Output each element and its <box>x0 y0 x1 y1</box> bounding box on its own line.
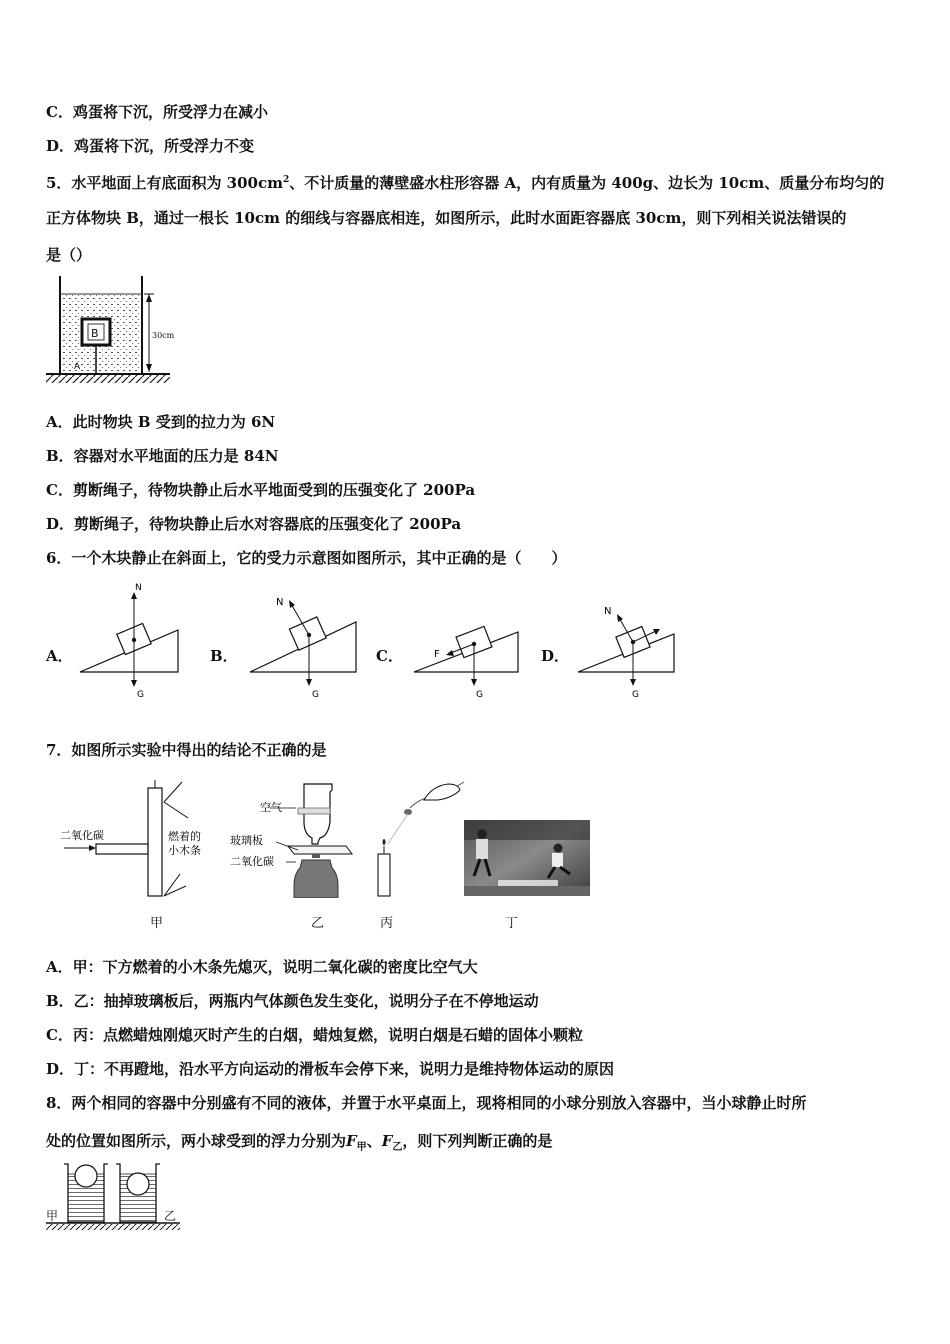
q8-stem-line2 <box>46 1131 552 1158</box>
q6c-label-f: F <box>434 649 440 660</box>
q5-fig-label-b: B <box>91 327 99 340</box>
q7-caption-yi: 乙 <box>311 916 325 931</box>
q6-stem: 6．一个木块静止在斜面上，它的受力示意图如图所示，其中正确的是（ ） <box>46 549 567 567</box>
q6b-label-n: N <box>276 597 284 608</box>
q8-f-yi: F <box>381 1132 393 1150</box>
q7-option-d: D．丁：不再蹬地，沿水平方向运动的滑板车会停下来，说明力是维持物体运动的原因 <box>46 1060 615 1078</box>
q5-option-b: B．容器对水平地面的压力是 84N <box>46 447 279 465</box>
q6-letter-b: B． <box>210 647 238 665</box>
q8-f-jia: F <box>346 1132 357 1150</box>
q5-option-d: D．剪断绳子，待物块静止后水对容器底的压强变化了 200Pa <box>46 515 462 533</box>
q7-figure-bing <box>368 778 468 898</box>
q7-yi-glass-label: 玻璃板 <box>230 834 263 847</box>
q6a-label-g: G <box>137 690 144 700</box>
q6a-label-n: N <box>135 583 142 593</box>
q7-jia-stick-label2: 小木条 <box>168 844 201 857</box>
q8-containers-figure <box>44 1160 184 1232</box>
q7-caption-bing: 丙 <box>380 916 394 931</box>
q6d-label-g: G <box>632 690 639 700</box>
q5-container-figure <box>44 272 184 386</box>
q8-caption-jia: 甲 <box>46 1209 59 1223</box>
q8-sub-jia: 甲 <box>356 1142 367 1153</box>
q6-diagram-d <box>576 580 680 700</box>
q6b-label-g: G <box>312 690 319 700</box>
q8-stem-line2-a: 处的位置如图所示，两小球受到的浮力分别为 <box>46 1132 347 1150</box>
q8-separator: 、 <box>366 1132 382 1150</box>
q5-fig-label-height: 30cm <box>152 331 175 340</box>
q5-superscript: 2 <box>282 175 290 185</box>
q6-letter-c: C． <box>376 647 403 665</box>
q8-caption-yi: 乙 <box>164 1209 177 1223</box>
q6-diagram-a <box>78 580 182 700</box>
q7-jia-co2-label: 二氧化碳 <box>60 829 104 842</box>
q6c-label-g: G <box>476 690 483 700</box>
q7-stem: 7．如图所示实验中得出的结论不正确的是 <box>46 741 327 759</box>
q7-option-b: B．乙：抽掉玻璃板后，两瓶内气体颜色发生变化，说明分子在不停地运动 <box>46 992 539 1010</box>
q6-diagram-c <box>412 580 522 700</box>
q4-option-c: C．鸡蛋将下沉，所受浮力在减小 <box>46 103 268 121</box>
q7-option-c: C．丙：点燃蜡烛刚熄灭时产生的白烟，蜡烛复燃，说明白烟是石蜡的固体小颗粒 <box>46 1026 583 1044</box>
q7-caption-jia: 甲 <box>150 916 164 931</box>
q5-stem-line1-a: 5．水平地面上有底面积为 300cm <box>46 174 283 192</box>
q5-stem-line1-b: 、不计质量的薄壁盛水柱形容器 A，内有质量为 400g、边长为 10cm、质量分布均匀的 <box>289 174 885 192</box>
q5-option-c: C．剪断绳子，待物块静止后水平地面受到的压强变化了 200Pa <box>46 481 476 499</box>
q7-jia-stick-label1: 燃着的 <box>168 830 201 843</box>
q6d-label-n: N <box>604 606 612 617</box>
q7-option-a: A．甲：下方燃着的小木条先熄灭，说明二氧化碳的密度比空气大 <box>46 958 478 976</box>
q8-sub-yi: 乙 <box>392 1142 403 1153</box>
q7-yi-air-label: 空气 <box>260 801 282 814</box>
q5-fig-label-a: A <box>74 362 81 372</box>
q5-stem-line2: 正方体物块 B，通过一根长 10cm 的细线与容器底相连，如图所示，此时水面距容器底 30cm，则下列相关说法错误的 <box>46 209 847 227</box>
q7-figure-yi <box>228 778 358 898</box>
q7-yi-co2-label: 二氧化碳 <box>230 855 274 868</box>
q6-diagram-b <box>248 580 360 700</box>
q8-stem-line2-b: ，则下列判断正确的是 <box>402 1132 553 1150</box>
q7-caption-ding: 丁 <box>505 916 519 931</box>
q7-figure-jia <box>56 778 216 898</box>
q6-letter-d: D． <box>541 647 570 665</box>
q8-stem-line1: 8．两个相同的容器中分别盛有不同的液体，并置于水平桌面上，现将相同的小球分别放入容器中，当小球静止时所 <box>46 1094 807 1112</box>
q7-figure-ding <box>462 818 592 898</box>
q4-option-d: D．鸡蛋将下沉，所受浮力不变 <box>46 137 255 155</box>
q6-letter-a: A． <box>46 647 73 665</box>
q5-stem-line1 <box>46 170 884 193</box>
q5-stem-line3: 是（） <box>46 246 92 264</box>
q5-option-a: A．此时物块 B 受到的拉力为 6N <box>46 413 276 431</box>
